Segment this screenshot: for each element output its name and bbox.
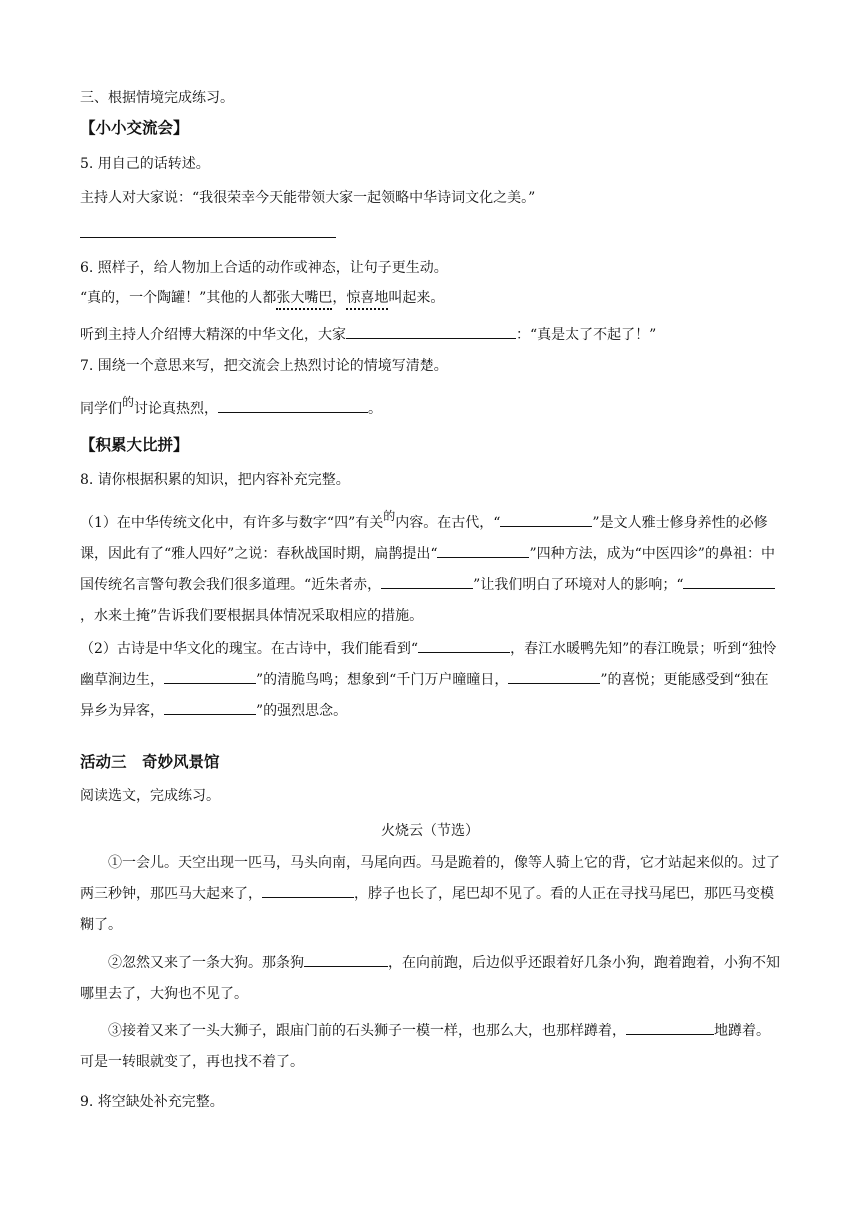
q8-blank-3[interactable]: [381, 574, 473, 589]
passage-p1-a: ①一会儿。天空出现一匹马，马头向南，马尾向西。马是跪着的，像等人骑上它的背，它才站起来似的。过了两三秒钟，那匹马大起来了，: [80, 855, 780, 902]
q6-answer-blank[interactable]: [346, 324, 516, 339]
q6-prompt: 6. 照样子，给人物加上合适的动作或神态，让句子更生动。: [80, 260, 448, 276]
q6-example-emphasis-1: 张大嘴巴: [276, 290, 332, 310]
q8-p1-e: ”让我们明白了环境对人的影响；“: [473, 577, 684, 593]
passage-p3-b: 地蹲着。可是一转眼就变了，再也找不着了。: [80, 1023, 770, 1070]
q8-blank-8[interactable]: [164, 700, 256, 715]
q6-example-start: “真的，一个陶罐！”其他的人都: [80, 290, 277, 306]
q6-example-end: 叫起来。: [388, 290, 445, 306]
q8-blank-2[interactable]: [437, 543, 529, 558]
q8-p1-b: 内容。在古代，“: [395, 515, 501, 531]
passage-p2-a: ②忽然又来了一条大狗。那条狗: [108, 955, 304, 971]
q6-example: [80, 288, 444, 308]
passage-paragraph-3: [80, 1016, 780, 1078]
q8-p1-sup: 的: [383, 509, 396, 523]
q8-p2-e: ”的强烈思念。: [256, 703, 348, 719]
q6-example-comma: ，: [332, 290, 347, 306]
q8-p2-c: ”的清脆鸟鸣；想象到“千门万户曈曈日，: [256, 672, 509, 688]
passage-p3-a: ③接着又来了一头大狮子，跟庙门前的石头狮子一模一样，也那么大，也那样蹲着，: [108, 1023, 626, 1039]
q8-part1: [80, 508, 780, 632]
q8-prompt: 8. 请你根据积累的知识，把内容补充完整。: [80, 472, 350, 488]
passage-blank-3[interactable]: [626, 1020, 714, 1035]
q8-p2-b: ，春江水暖鸭先知”的春江晚景；听到“独怜幽草涧边生，: [80, 641, 777, 688]
activity-three-heading: 活动三 奇妙风景馆: [80, 753, 220, 771]
q8-p1-f: ，水来土掩”告诉我们要根据具体情况采取相应的措施。: [80, 608, 424, 624]
q6-example-emphasis-2: 惊喜地: [346, 290, 388, 310]
accumulate-heading: 【积累大比拼】: [80, 436, 189, 454]
exchange-heading: 【小小交流会】: [80, 119, 189, 137]
passage-title: 火烧云（节选）: [381, 823, 479, 839]
q8-p1-c: ”是文人雅士修身养性的必修课，因此有了“雅人四好”之说：春秋战国时期，扁鹊提出“: [80, 515, 768, 562]
q6-task-end: ：“真是太了不起了！”: [516, 327, 657, 343]
q7-answer-blank[interactable]: [218, 398, 368, 413]
q7-end: 。: [368, 401, 383, 417]
q8-blank-1[interactable]: [500, 512, 592, 527]
q5-prompt: 5. 用自己的话转述。: [80, 156, 210, 172]
q5-answer-line[interactable]: [80, 237, 336, 238]
q7-sup: 的: [122, 395, 135, 409]
passage-paragraph-1: [80, 848, 780, 941]
passage-blank-2[interactable]: [304, 952, 388, 967]
q8-p2-a: （2）古诗是中华文化的瑰宝。在古诗中，我们能看到“: [80, 641, 419, 657]
q8-blank-5[interactable]: [418, 638, 510, 653]
q7-prompt: 7. 围绕一个意思来写，把交流会上热烈讨论的情境写清楚。: [80, 358, 448, 374]
q7-start-b: 讨论真热烈，: [134, 401, 219, 417]
q6-task-start: 听到主持人介绍博大精深的中华文化，大家: [80, 327, 346, 343]
section-three-title: 三、根据情境完成练习。: [80, 90, 234, 106]
q8-p2-d: ”的喜悦；更能感受到“独在异乡为异客，: [80, 672, 769, 719]
q7-task: [80, 395, 383, 419]
passage-paragraph-2: [80, 948, 780, 1010]
passage-p2-b: ，在向前跑，后边似乎还跟着好几条小狗，跑着跑着，小狗不知哪里去了，大狗也不见了。: [80, 955, 780, 1002]
q6-task: [80, 324, 656, 345]
q8-p1-d: ”四种方法，成为“中医四诊”的鼻祖：中国传统名言警句教会我们很多道理。“近朱者赤，: [80, 546, 775, 593]
read-instruction: 阅读选文，完成练习。: [80, 788, 220, 804]
q5-quote: 主持人对大家说：“我很荣幸今天能带领大家一起领略中华诗词文化之美。”: [80, 190, 536, 206]
q8-blank-4[interactable]: [683, 574, 775, 589]
passage-p1-b: ，脖子也长了，尾巴却不见了。看的人正在寻找马尾巴，那匹马变模糊了。: [80, 886, 774, 933]
q9-prompt: 9. 将空缺处补充完整。: [80, 1094, 224, 1110]
passage-blank-1[interactable]: [262, 883, 354, 898]
q8-blank-6[interactable]: [164, 669, 256, 684]
q8-part2: [80, 634, 780, 727]
q8-p1-a: （1）在中华传统文化中，有许多与数字“四”有关: [80, 515, 384, 531]
q7-start-a: 同学们: [80, 401, 122, 417]
q8-blank-7[interactable]: [508, 669, 600, 684]
